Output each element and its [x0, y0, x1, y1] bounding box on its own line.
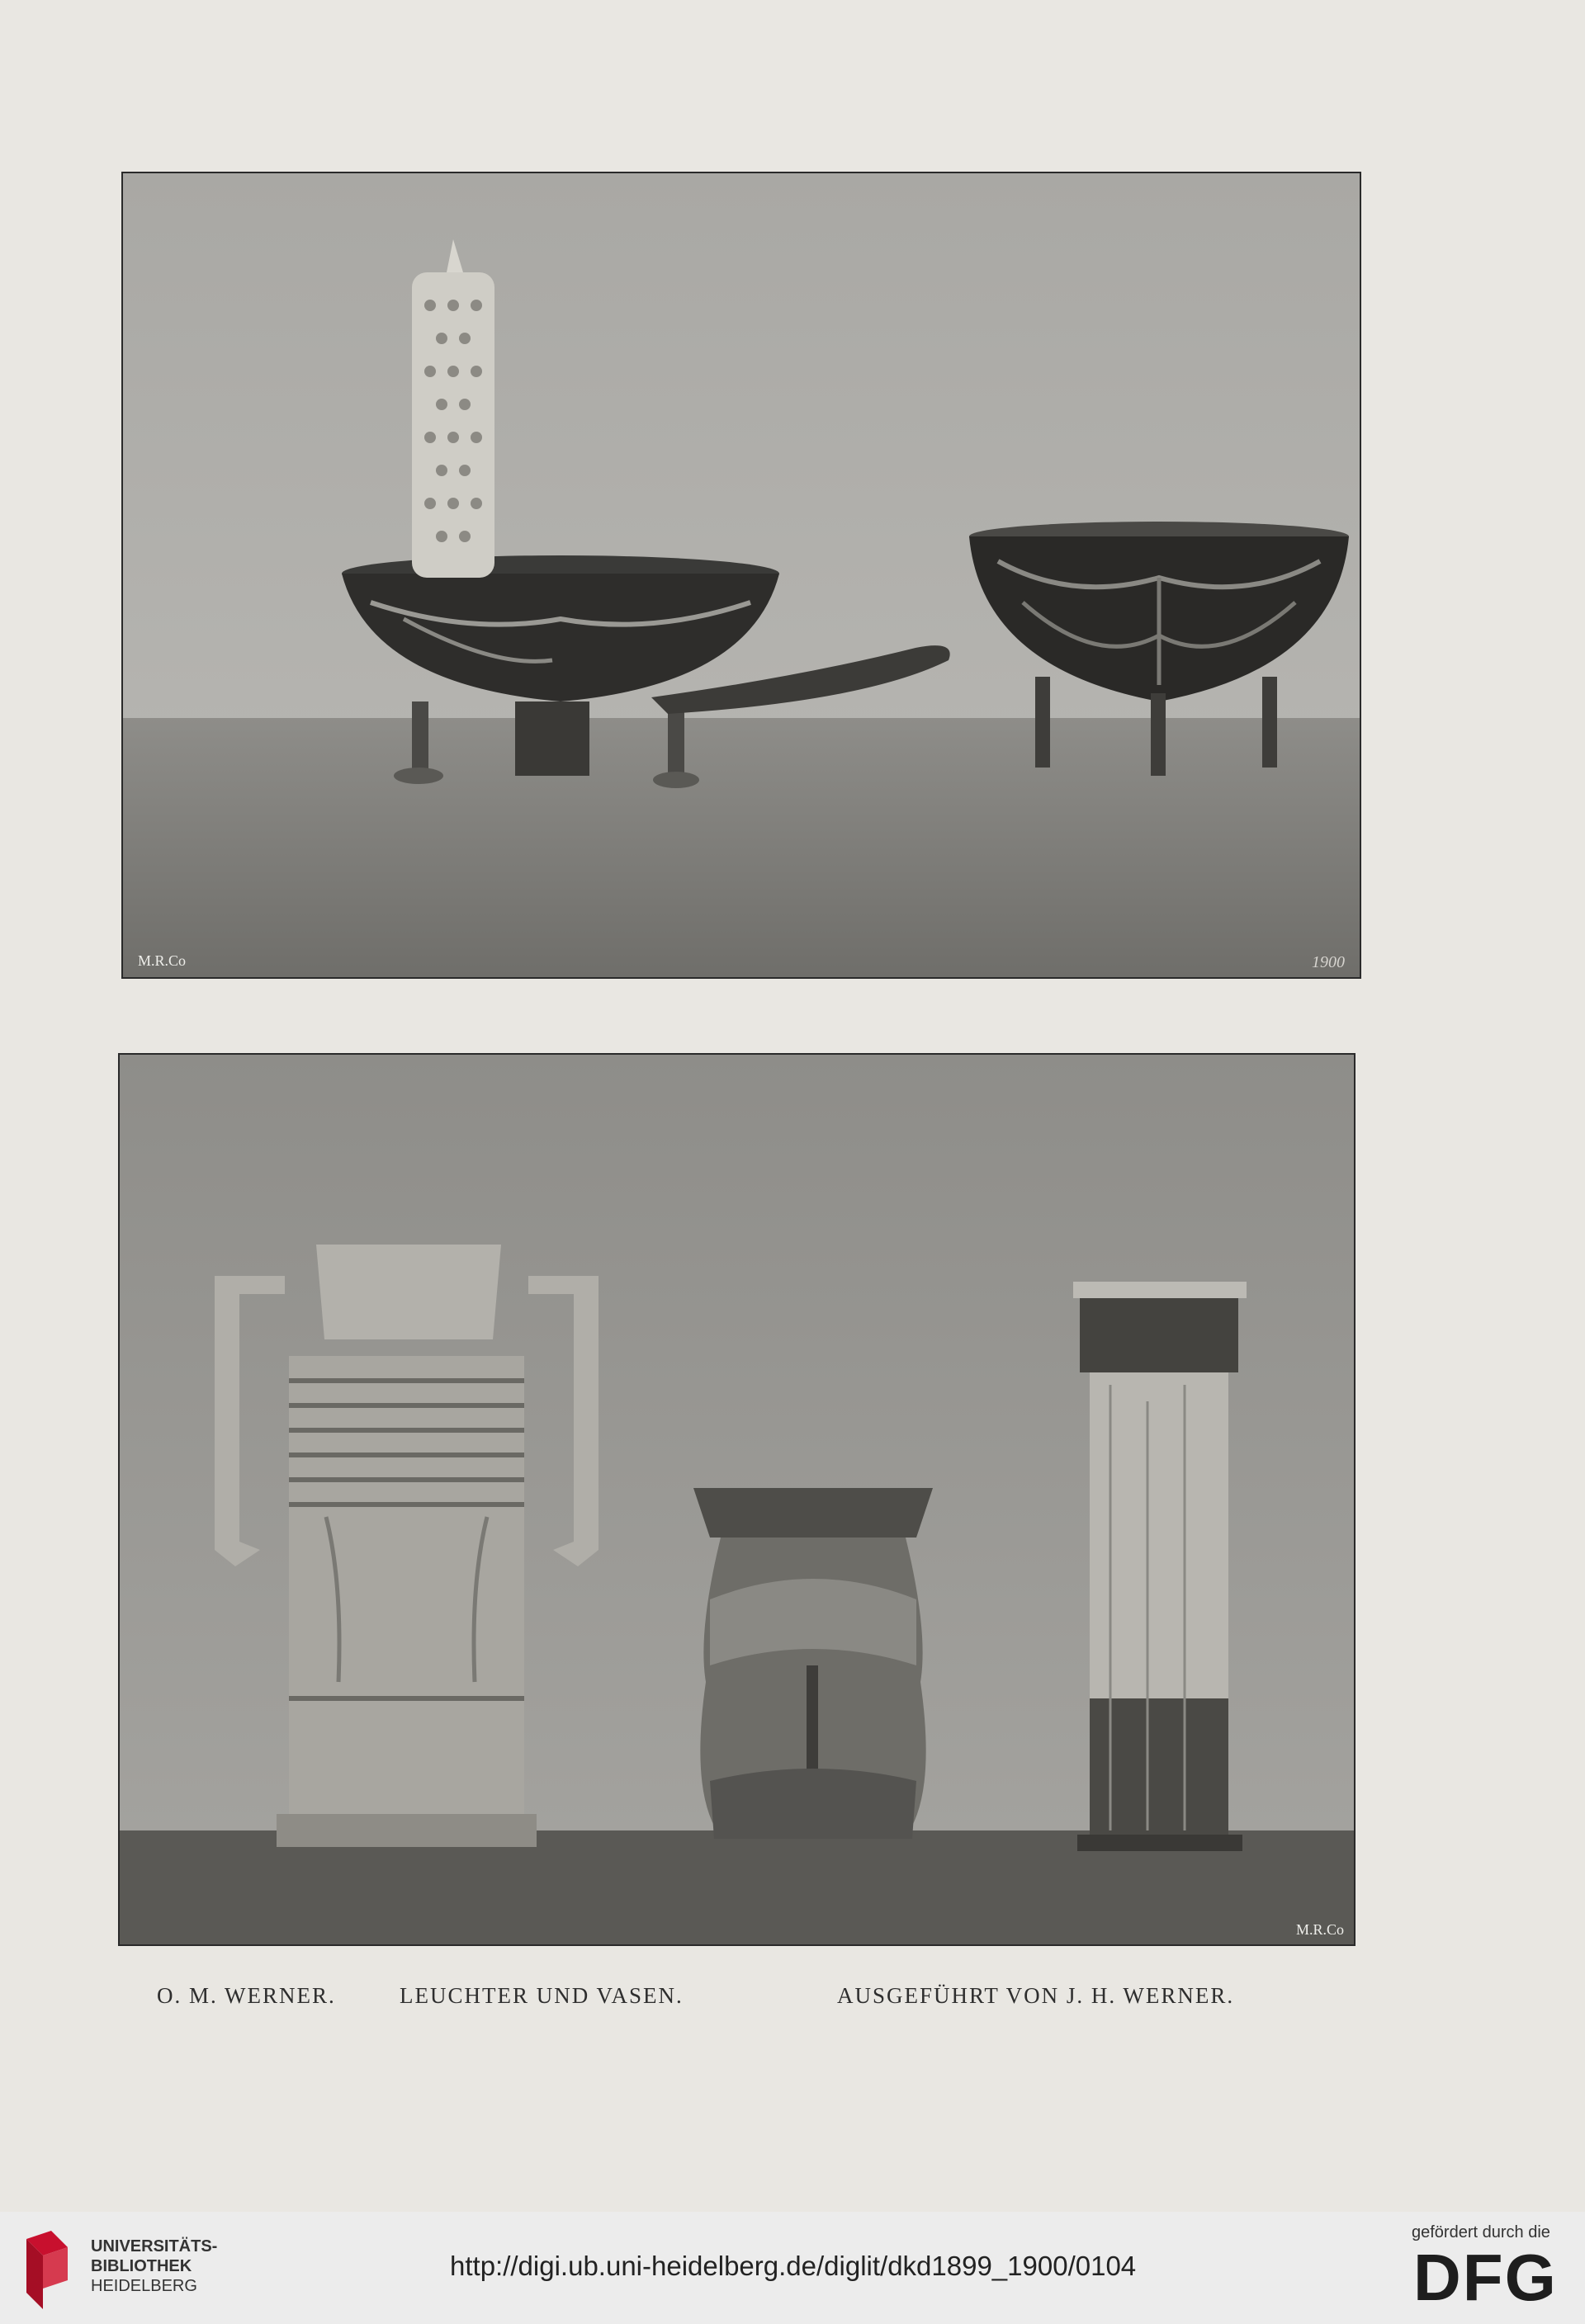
permalink-url[interactable]: http://digi.ub.uni-heidelberg.de/diglit/dkd1899_1900/0104 — [450, 2251, 1137, 2281]
caption-title: LEUCHTER UND VASEN. — [400, 1983, 684, 2008]
library-name[interactable] — [91, 2237, 217, 2296]
year-mark: 1900 — [1312, 953, 1345, 971]
photo-plate-vases — [118, 1053, 1356, 1946]
library-name-line3: HEIDELBERG — [91, 2277, 197, 2295]
caption-maker: AUSGEFÜHRT VON J. H. WERNER. — [837, 1983, 1235, 2008]
caption-designer: O. M. WERNER. — [157, 1983, 336, 2008]
engraver-mark-right: M.R.Co — [1296, 1921, 1345, 1938]
library-name-line1: UNIVERSITÄTS- — [91, 2237, 218, 2256]
slender-vase-image — [1073, 1282, 1247, 1851]
university-library-logo-icon — [18, 2231, 76, 2309]
library-name-line2: BIBLIOTHEK — [91, 2257, 192, 2275]
engraver-mark-left: M.R.Co — [138, 952, 187, 969]
sponsor-text: gefördert durch die — [1412, 2223, 1550, 2241]
dfg-logo[interactable]: DFG — [1413, 2241, 1558, 2314]
landscape-vase-image — [693, 1488, 933, 1839]
photo-plate-candlestick-and-bowl — [121, 172, 1361, 979]
